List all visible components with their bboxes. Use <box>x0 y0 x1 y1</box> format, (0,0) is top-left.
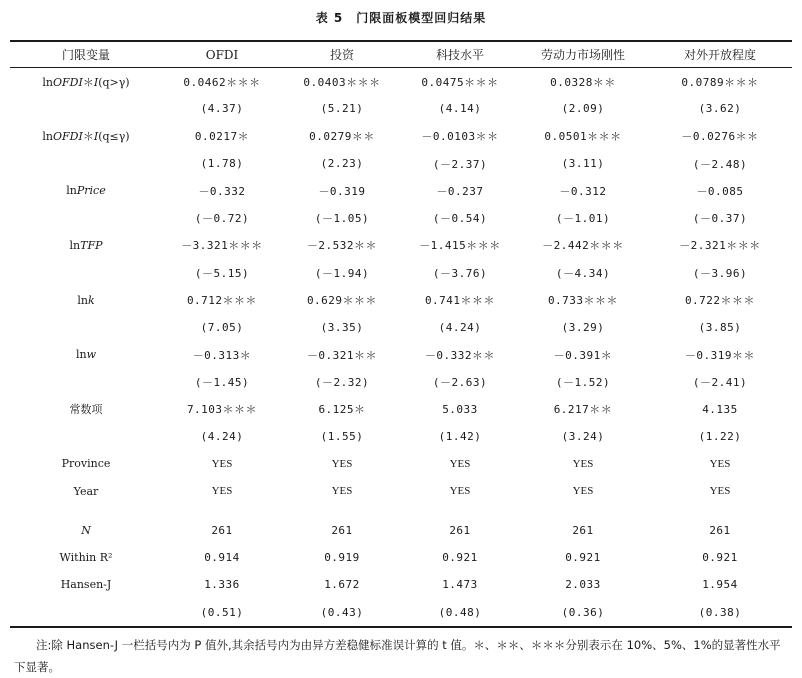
coef-cell: 0.0217＊ <box>194 130 250 144</box>
tstat-cell: (－3.96) <box>692 266 748 280</box>
table-row <box>10 599 792 626</box>
coef-cell: －2.532＊＊ <box>306 239 378 253</box>
tstat-cell: (5.21) <box>320 102 364 116</box>
header-ofdi: OFDI <box>205 47 239 62</box>
header-labor-rigidity: 劳动力市场刚性 <box>540 48 625 62</box>
tstat-cell: (3.29) <box>561 320 605 334</box>
tstat-cell: (－0.72) <box>194 212 250 226</box>
coef-cell: 0.0279＊＊ <box>309 130 375 144</box>
row-label: lnPrice <box>66 184 106 198</box>
table-row <box>10 517 792 544</box>
table-row <box>10 571 792 598</box>
header-threshold-var: 门限变量 <box>61 48 110 62</box>
coef-cell: －0.313＊ <box>192 348 252 362</box>
stat-cell: 0.919 <box>324 551 360 565</box>
coef-cell: 6.217＊＊ <box>553 403 613 417</box>
tstat-cell: (3.11) <box>561 157 605 171</box>
coef-cell: －0.391＊ <box>553 348 613 362</box>
table-row <box>10 259 792 286</box>
coef-cell: －0.0276＊＊ <box>681 130 759 144</box>
tstat-cell: (－1.45) <box>194 375 250 389</box>
table-row <box>10 368 792 395</box>
table-row <box>10 204 792 231</box>
fe-cell: YES <box>572 457 594 470</box>
fe-cell: YES <box>211 457 233 470</box>
results-table <box>10 68 792 626</box>
tstat-cell: (－5.15) <box>194 266 250 280</box>
tstat-cell: (－1.01) <box>555 212 611 226</box>
table-row <box>10 450 792 477</box>
table-row <box>10 544 792 571</box>
row-label: Hansen-J <box>60 578 112 592</box>
tstat-cell: (－2.63) <box>432 375 488 389</box>
fe-cell: YES <box>211 485 233 498</box>
coef-cell: 0.0403＊＊＊ <box>303 75 381 89</box>
row-label: Year <box>73 484 99 498</box>
table-row <box>10 68 792 95</box>
fe-cell: YES <box>449 457 471 470</box>
coef-cell: －0.332＊＊ <box>424 348 496 362</box>
header-row <box>10 42 792 67</box>
pvalue-cell: (0.38) <box>698 605 742 619</box>
table-row <box>10 423 792 450</box>
row-label: N <box>81 523 91 537</box>
spacer-row <box>10 505 792 517</box>
stat-cell: 261 <box>572 523 594 537</box>
row-label: lnw <box>75 348 97 362</box>
header-openness: 对外开放程度 <box>683 48 756 62</box>
fe-cell: YES <box>709 485 731 498</box>
tstat-cell: (4.24) <box>438 320 482 334</box>
stat-cell: 261 <box>211 523 233 537</box>
fe-cell: YES <box>331 485 353 498</box>
stat-cell: 261 <box>331 523 353 537</box>
table-row <box>10 232 792 259</box>
note-text: 注:除 Hansen-J 一栏括号内为 P 值外,其余括号内为由异方差稳健标准误计算的 t 值。＊、＊＊、＊＊＊分别表示在 10%、5%、1%的显著性水平下显著。 <box>14 638 781 674</box>
tstat-cell: (2.23) <box>320 157 364 171</box>
row-label: Within R² <box>59 551 113 565</box>
table-title: 表 5 门限面板模型回归结果 <box>315 11 487 25</box>
row-label: 常数项 <box>69 403 103 417</box>
pvalue-cell: (0.36) <box>561 605 605 619</box>
fe-cell: YES <box>331 457 353 470</box>
stat-cell: 0.921 <box>565 551 601 565</box>
coef-cell: －0.085 <box>696 184 744 198</box>
coef-cell: 0.0501＊＊＊ <box>544 130 622 144</box>
header-investment: 投资 <box>329 48 354 62</box>
pvalue-cell: (0.43) <box>320 605 364 619</box>
pvalue-cell: (0.48) <box>438 605 482 619</box>
coef-cell: 6.125＊ <box>318 403 366 417</box>
stat-cell: 0.914 <box>204 551 240 565</box>
table-row <box>10 396 792 423</box>
coef-cell: －3.321＊＊＊ <box>181 239 263 253</box>
coef-cell: －0.312 <box>559 184 607 198</box>
tstat-cell: (－2.37) <box>432 157 488 171</box>
tstat-cell: (4.14) <box>438 102 482 116</box>
coef-cell: 0.712＊＊＊ <box>186 294 258 308</box>
coef-cell: －0.0103＊＊ <box>421 130 499 144</box>
coef-cell: －0.332 <box>198 184 246 198</box>
tstat-cell: (－2.41) <box>692 375 748 389</box>
coef-cell: 0.733＊＊＊ <box>547 294 619 308</box>
tstat-cell: (1.78) <box>200 157 244 171</box>
table-row <box>10 177 792 204</box>
stat-cell: 0.921 <box>442 551 478 565</box>
stat-cell: 1.672 <box>324 578 360 592</box>
tstat-cell: (1.22) <box>698 430 742 443</box>
tstat-cell: (4.24) <box>200 430 244 443</box>
tstat-cell: (3.62) <box>698 102 742 116</box>
tstat-cell: (3.35) <box>320 320 364 334</box>
stat-cell: 2.033 <box>565 578 601 592</box>
tstat-cell: (1.55) <box>320 430 364 443</box>
stat-cell: 261 <box>709 523 731 537</box>
tstat-cell: (－3.76) <box>432 266 488 280</box>
coef-cell: －2.321＊＊＊ <box>679 239 761 253</box>
tstat-cell: (4.37) <box>200 102 244 116</box>
coef-cell: －0.321＊＊ <box>306 348 378 362</box>
coef-cell: 0.629＊＊＊ <box>306 294 378 308</box>
tstat-cell: (3.85) <box>698 320 742 334</box>
table-row <box>10 95 792 122</box>
header-tech-level: 科技水平 <box>435 48 484 62</box>
tstat-cell: (－2.48) <box>692 157 748 171</box>
fe-cell: YES <box>572 485 594 498</box>
coef-cell: 4.135 <box>702 402 738 416</box>
row-label: lnOFDI＊I(q>γ) <box>42 75 130 89</box>
coef-cell: 0.0789＊＊＊ <box>681 75 759 89</box>
pvalue-cell: (0.51) <box>200 605 244 619</box>
table-header <box>10 42 792 67</box>
tstat-cell: (2.09) <box>561 102 605 116</box>
stat-cell: 0.921 <box>702 551 738 565</box>
tstat-cell: (－1.05) <box>314 212 370 226</box>
coef-cell: －0.319＊＊ <box>684 348 756 362</box>
fe-cell: YES <box>709 457 731 470</box>
row-label: Province <box>61 457 111 471</box>
stat-cell: 1.954 <box>702 578 738 592</box>
table-row <box>10 477 792 504</box>
stat-cell: 1.336 <box>204 578 240 592</box>
tstat-cell: (－4.34) <box>555 266 611 280</box>
stat-cell: 1.473 <box>442 578 478 592</box>
coef-cell: 0.0328＊＊ <box>550 75 616 89</box>
stat-cell: 261 <box>449 523 471 537</box>
table-row <box>10 341 792 368</box>
coef-cell: 5.033 <box>442 402 478 416</box>
table-row <box>10 286 792 313</box>
row-label: lnOFDI＊I(q≤γ) <box>42 130 130 144</box>
coef-cell: 7.103＊＊＊ <box>186 403 258 417</box>
bottom-rule <box>10 626 792 628</box>
tstat-cell: (－0.54) <box>432 212 488 226</box>
fe-cell: YES <box>449 485 471 498</box>
coef-cell: －1.415＊＊＊ <box>419 239 501 253</box>
row-label: lnk <box>77 293 95 307</box>
coef-cell: －0.319 <box>318 184 366 198</box>
coef-cell: －0.237 <box>436 184 484 198</box>
coef-cell: 0.741＊＊＊ <box>424 294 496 308</box>
coef-cell: 0.722＊＊＊ <box>684 294 756 308</box>
coef-cell: －2.442＊＊＊ <box>542 239 624 253</box>
coef-cell: 0.0475＊＊＊ <box>421 75 499 89</box>
coef-cell: 0.0462＊＊＊ <box>183 75 261 89</box>
tstat-cell: (－2.32) <box>314 375 370 389</box>
tstat-cell: (－0.37) <box>692 212 748 226</box>
table-row <box>10 314 792 341</box>
table-row <box>10 150 792 177</box>
tstat-cell: (－1.52) <box>555 375 611 389</box>
table-row <box>10 123 792 150</box>
tstat-cell: (1.42) <box>438 430 482 443</box>
tstat-cell: (－1.94) <box>314 266 370 280</box>
tstat-cell: (3.24) <box>561 430 605 443</box>
tstat-cell: (7.05) <box>200 320 244 334</box>
row-label: lnTFP <box>69 238 103 252</box>
table-note <box>14 634 792 678</box>
